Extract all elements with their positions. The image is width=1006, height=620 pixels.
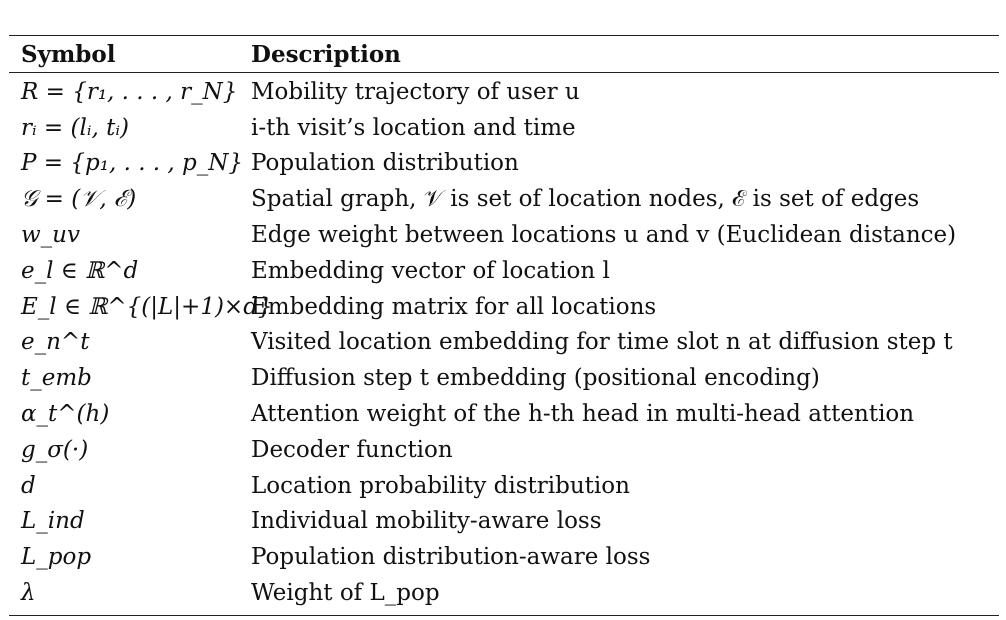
- symbol-cell: d: [21, 472, 36, 499]
- description-cell: Decoder function: [251, 436, 453, 463]
- description-cell: Embedding vector of location l: [251, 257, 610, 284]
- description-cell: Attention weight of the h-th head in multi-head attention: [251, 401, 915, 428]
- description-cell: Location probability distribution: [251, 472, 630, 499]
- notation-table: [9, 35, 999, 616]
- symbol-cell: E_l ∈ ℝ^{(|L|+1)×d}: [21, 293, 273, 320]
- description-cell: Edge weight between locations u and v (Euclidean distance): [251, 222, 957, 249]
- table-row: [9, 325, 999, 361]
- table-row: [9, 575, 999, 611]
- description-cell: Population distribution: [251, 150, 519, 177]
- symbol-cell: L_pop: [21, 544, 92, 571]
- description-cell: Weight of L_pop: [251, 580, 440, 607]
- table-row: [9, 432, 999, 468]
- symbol-cell: g_σ(·): [21, 436, 89, 463]
- symbol-cell: w_uv: [21, 222, 80, 249]
- symbol-cell: λ: [21, 580, 36, 607]
- symbol-cell: t_emb: [21, 365, 92, 392]
- table-header-row: [9, 36, 999, 72]
- description-cell: Embedding matrix for all locations: [251, 293, 657, 320]
- table-row: [9, 146, 999, 182]
- table-row: [9, 360, 999, 396]
- table-bottom-rule: [9, 615, 999, 616]
- header-description: Description: [251, 40, 401, 68]
- symbol-cell: rᵢ = (lᵢ, tᵢ): [21, 114, 129, 141]
- table-row: [9, 539, 999, 575]
- symbol-cell: P = {p₁, . . . , p_N}: [21, 150, 244, 177]
- symbol-cell: e_l ∈ ℝ^d: [21, 257, 139, 284]
- table-body: [9, 73, 999, 615]
- table-row: [9, 468, 999, 504]
- table-row: [9, 217, 999, 253]
- description-cell: i-th visit’s location and time: [251, 114, 576, 141]
- description-cell: Individual mobility-aware loss: [251, 508, 602, 535]
- table-row: [9, 181, 999, 217]
- table-row: [9, 396, 999, 432]
- header-symbol: Symbol: [21, 40, 116, 68]
- table-row: [9, 504, 999, 540]
- table-row: [9, 253, 999, 289]
- description-cell: Population distribution-aware loss: [251, 544, 651, 571]
- description-cell: Spatial graph, 𝒱 is set of location nodes, ℰ is set of edges: [251, 186, 920, 213]
- table-row: [9, 74, 999, 110]
- description-cell: Mobility trajectory of user u: [251, 78, 580, 105]
- description-cell: Diffusion step t embedding (positional encoding): [251, 365, 820, 392]
- table-row: [9, 110, 999, 146]
- symbol-cell: R = {r₁, . . . , r_N}: [21, 78, 238, 105]
- description-cell: Visited location embedding for time slot n at diffusion step t: [251, 329, 953, 356]
- symbol-cell: 𝒢 = (𝒱, ℰ): [21, 186, 137, 213]
- symbol-cell: α_t^(h): [21, 401, 110, 428]
- table-row: [9, 289, 999, 325]
- symbol-cell: e_n^t: [21, 329, 90, 356]
- symbol-cell: L_ind: [21, 508, 85, 535]
